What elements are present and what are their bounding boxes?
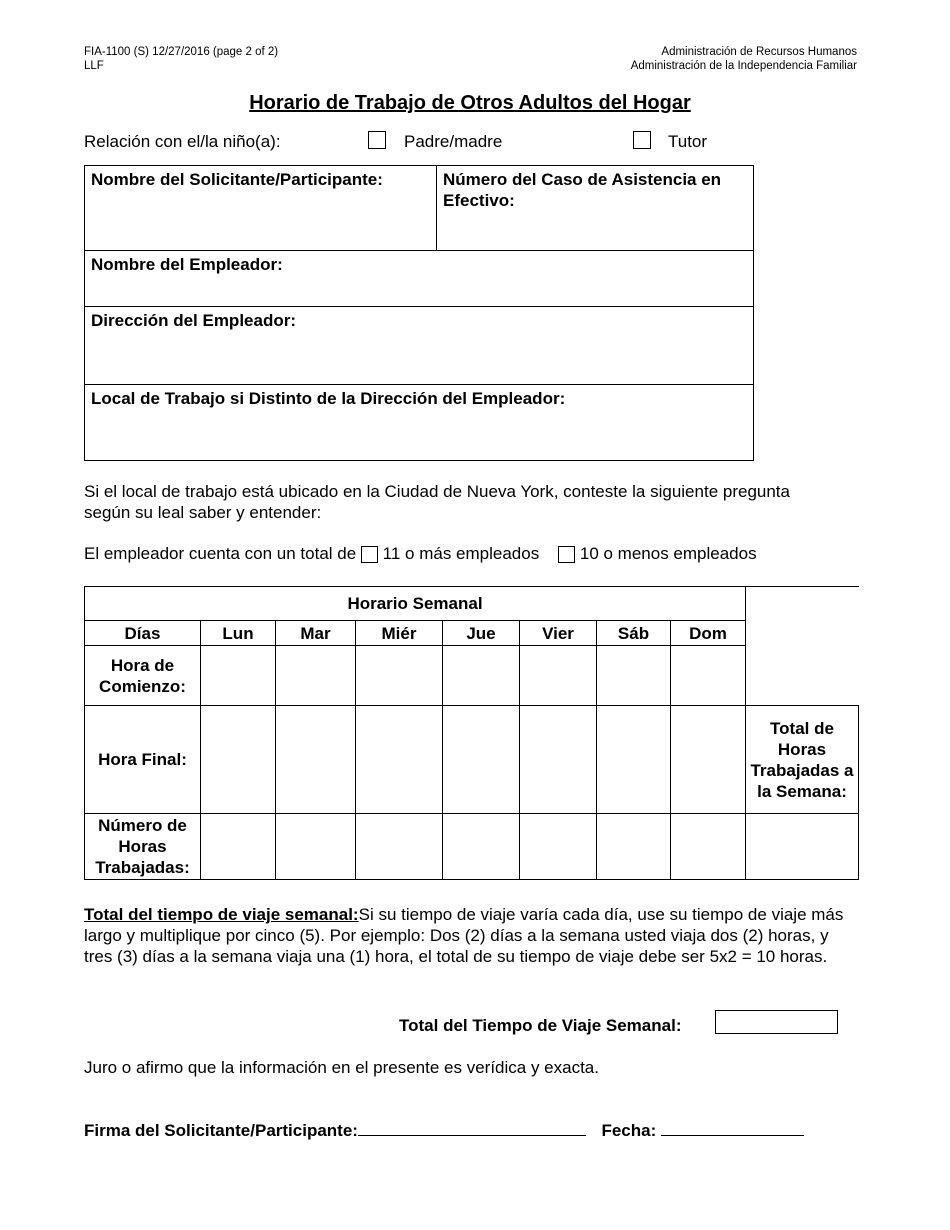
start-time-cell[interactable] [671,646,746,706]
end-time-cell[interactable] [276,706,356,814]
start-time-cell[interactable] [356,646,443,706]
total-hours-label: Total de Horas Trabajadas a la Semana: [746,706,859,814]
applicant-name-field[interactable] [85,166,435,250]
start-time-cell[interactable] [201,646,276,706]
applicant-name-label: Nombre del Solicitante/Participante: [91,170,383,189]
date-label: Fecha: [601,1121,657,1140]
total-travel-input[interactable] [715,1010,838,1034]
form-id: FIA-1100 (S) 12/27/2016 (page 2 of 2) [84,46,279,58]
travel-time-heading: Total del tiempo de viaje semanal: [84,905,359,924]
start-time-cell[interactable] [520,646,597,706]
employees-10-less-checkbox[interactable] [558,546,575,563]
employer-name-label: Nombre del Empleador: [91,255,283,274]
case-number-field[interactable] [437,166,753,250]
travel-time-paragraph [84,904,844,967]
affirmation-text: Juro o afirmo que la información en el presente es verídica y exacta. [84,1058,599,1077]
day-header-vier: Vier [520,621,597,646]
form-header-left [84,45,278,73]
hours-worked-cell[interactable] [356,814,443,880]
end-time-cell[interactable] [520,706,597,814]
total-hours-cell[interactable] [746,814,859,880]
page-title: Horario de Trabajo de Otros Adultos del Hogar [249,92,691,114]
day-header-mier: Miér [356,621,443,646]
start-time-cell[interactable] [443,646,520,706]
travel-time-text: Si su tiempo de viaje varía cada día, use su tiempo de viaje más largo y multiplique por cinco (5). Por ejemplo: Dos (2) días a la semana usted viaja dos (2) horas, y tres (3) días a la semana viaja una (1) hora, el total de su tiempo de viaje debe ser 5x2 = 10 horas. [84,905,844,966]
form-header-right [631,45,857,73]
relation-parent-checkbox[interactable] [368,131,386,149]
agency-line-2: Administración de la Independencia Familiar [630,60,857,72]
end-time-label: Hora Final: [85,706,201,814]
case-number-label: Número del Caso de Asistencia en Efectivo: [443,170,722,210]
work-location-field[interactable] [85,385,753,460]
employer-name-field[interactable] [85,251,753,306]
employer-count-row [84,543,757,564]
employees-10-less-label: 10 o menos empleados [579,544,757,563]
employer-count-label: El empleador cuenta con un total de [84,544,357,563]
signature-line[interactable] [358,1117,586,1136]
signature-row [84,1117,804,1141]
end-time-cell[interactable] [671,706,746,814]
relation-parent-label: Padre/madre [404,132,503,151]
employees-11-more-checkbox[interactable] [361,546,378,563]
hours-worked-cell[interactable] [201,814,276,880]
employees-11-more-label: 11 o más empleados [382,544,540,563]
applicant-info-box [84,165,754,461]
day-header-sab: Sáb [597,621,671,646]
schedule-title: Horario Semanal [85,587,746,621]
start-time-label: Hora de Comienzo: [85,646,201,706]
agency-line-1: Administración de Recursos Humanos [661,46,857,58]
end-time-cell[interactable] [201,706,276,814]
end-time-cell[interactable] [356,706,443,814]
start-time-cell[interactable] [597,646,671,706]
hours-worked-label: Número de Horas Trabajadas: [85,814,201,880]
employer-address-label: Dirección del Empleador: [91,311,296,330]
start-time-cell[interactable] [276,646,356,706]
relation-guardian-checkbox[interactable] [633,131,651,149]
signature-label: Firma del Solicitante/Participante: [84,1121,358,1140]
work-location-label: Local de Trabajo si Distinto de la Dirección del Empleador: [91,389,566,408]
weekly-schedule-table [84,586,859,880]
day-header-lun: Lun [201,621,276,646]
date-line[interactable] [661,1117,804,1136]
total-travel-label: Total del Tiempo de Viaje Semanal: [399,1016,682,1035]
employer-address-field[interactable] [85,307,753,384]
relation-label: Relación con el/la niño(a): [84,132,281,151]
day-header-mar: Mar [276,621,356,646]
hours-worked-cell[interactable] [597,814,671,880]
hours-worked-cell[interactable] [671,814,746,880]
relation-guardian-label: Tutor [668,132,708,151]
day-header-jue: Jue [443,621,520,646]
total-header-spacer [746,587,859,706]
hours-worked-cell[interactable] [276,814,356,880]
form-code: LLF [84,60,104,72]
days-header: Días [85,621,201,646]
hours-worked-cell[interactable] [520,814,597,880]
hours-worked-cell[interactable] [443,814,520,880]
end-time-cell[interactable] [597,706,671,814]
end-time-cell[interactable] [443,706,520,814]
nyc-question-text: Si el local de trabajo está ubicado en la Ciudad de Nueva York, conteste la siguiente pregunta según su leal saber y entender: [84,482,790,522]
day-header-dom: Dom [671,621,746,646]
